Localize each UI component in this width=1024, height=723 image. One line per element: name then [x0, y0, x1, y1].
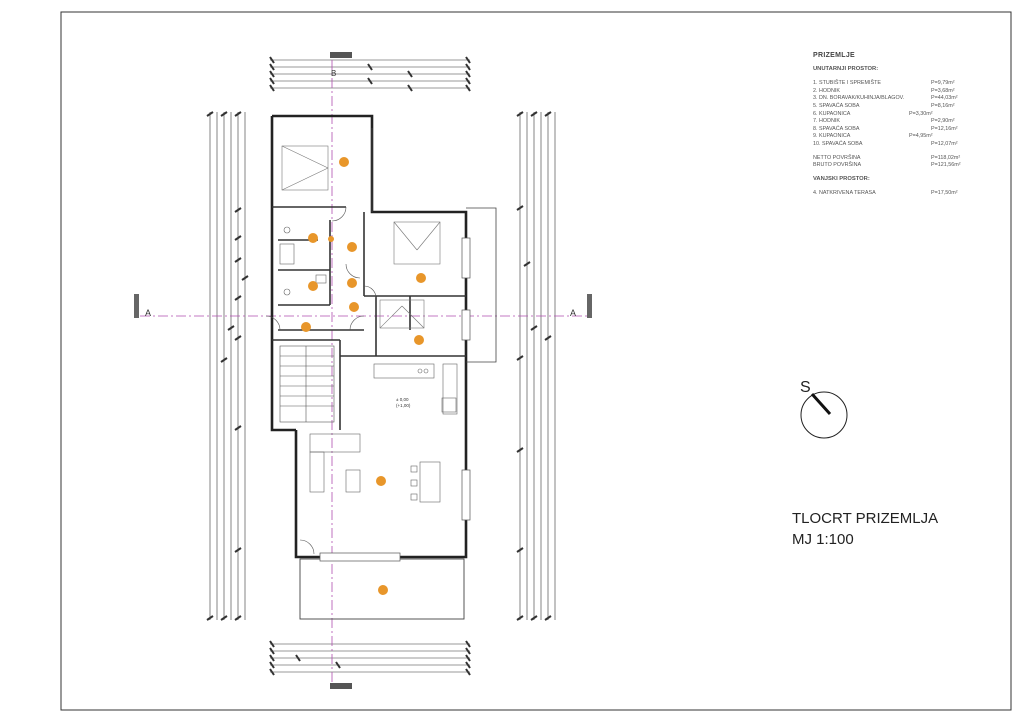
stair-upper [282, 146, 328, 190]
interior-list [813, 80, 973, 148]
exterior-walls [272, 116, 466, 557]
kitchen-furniture [374, 364, 457, 414]
list-item: NETTO POVRŠINA P=118,02m² [813, 154, 961, 161]
north-arrow-label: S [800, 379, 811, 396]
list-item: 5. SPAVAĆA SOBA P=8,16m² [813, 102, 955, 109]
windows [320, 238, 470, 561]
section-label-right: A [570, 308, 577, 318]
room-schedule [813, 52, 973, 198]
left-dimension-lines [207, 112, 248, 620]
bed-symbol-2 [380, 300, 424, 328]
drawing-scale: MJ 1:100 [792, 531, 854, 548]
room-marker-3 [347, 242, 357, 252]
list-item: 7. HODNIK P=2,90m² [813, 118, 955, 125]
list-item: 3. DN. BORAVAK/KUHINJA/BLAGOV. P=44,03m² [813, 95, 958, 102]
section-marker-left [134, 294, 139, 318]
interior-walls [272, 128, 466, 430]
bathroom-fixtures [280, 227, 326, 295]
axis-marker-bottom [330, 683, 352, 689]
exterior-list [813, 190, 973, 198]
interior-heading: UNUTARNJI PROSTOR: [813, 65, 879, 72]
section-marker-right [587, 294, 592, 318]
room-marker-7 [347, 278, 357, 288]
right-dimension-lines [517, 112, 555, 620]
schedule-title: PRIZEMLJE [813, 52, 855, 59]
list-item: 10. SPAVAĆA SOBA P=12,07m² [813, 140, 958, 147]
exterior-heading: VANJSKI PROSTOR: [813, 175, 870, 182]
room-marker-5 [416, 273, 426, 283]
bed-symbol [394, 222, 440, 264]
room-marker-11 [376, 476, 386, 486]
room-marker-2 [308, 233, 318, 243]
bottom-dimension-lines [270, 641, 470, 675]
list-item: 1. STUBIŠTE I SPREMIŠTE P=9,79m² [813, 80, 955, 87]
living-furniture [310, 434, 440, 502]
north-arrow [801, 392, 847, 438]
list-item: 2. HODNIK P=3,68m² [813, 87, 955, 94]
drawing-title: TLOCRT PRIZEMLJA [792, 510, 939, 527]
room-marker-1 [339, 157, 349, 167]
list-item: 4. NATKRIVENA TERASA P=17,50m² [813, 190, 958, 197]
room-marker-4 [328, 236, 334, 242]
axis-marker-label: B [331, 69, 337, 78]
level-mark-absolute: (+1,00) [396, 403, 411, 408]
list-item: 9. KUPAONICA P=4,95m² [813, 133, 933, 140]
room-marker-6 [308, 281, 318, 291]
list-item: 8. SPAVAĆA SOBA P=12,16m² [813, 125, 958, 132]
stair-lower [280, 346, 334, 422]
axis-marker-top [330, 52, 352, 58]
door-swings [266, 207, 376, 554]
list-item: BRUTO POVRŠINA P=121,56m² [813, 162, 961, 169]
room-marker-12 [378, 585, 388, 595]
drawing-title-block [792, 508, 938, 550]
room-marker-8 [349, 302, 359, 312]
roof-overhang-outline [466, 208, 496, 362]
totals-list [813, 155, 973, 170]
top-dimension-lines [270, 57, 470, 91]
section-label-left: A [145, 308, 152, 318]
level-mark: ± 0,00 [396, 397, 409, 402]
room-marker-10 [414, 335, 424, 345]
list-item: 6. KUPAONICA P=3,30m² [813, 110, 933, 117]
room-marker-9 [301, 322, 311, 332]
